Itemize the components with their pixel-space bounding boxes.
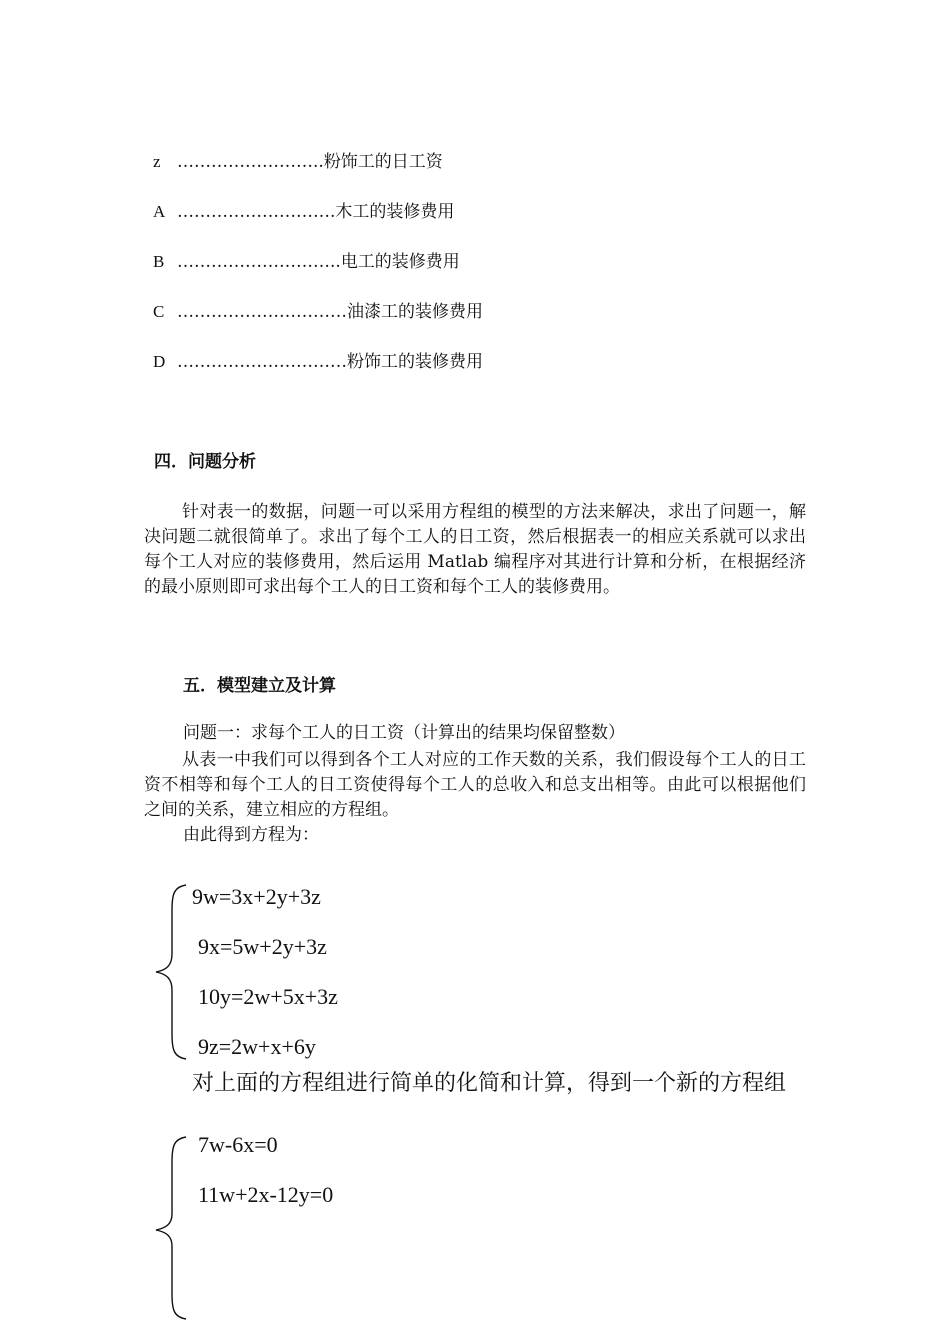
variable-symbol: C [153,302,165,321]
variable-definition-d [153,352,483,372]
dot-leader: ………………………… [177,302,347,322]
dot-leader: ………………………. [177,202,336,222]
left-brace-system-2 [150,1134,190,1324]
simplified-equation-2: 11w+2x-12y=0 [198,1182,334,1207]
equation-2: 9x=5w+2y+3z [198,934,327,959]
variable-definition-b [153,252,460,272]
equation-1: 9w=3x+2y+3z [192,884,321,909]
variable-definition-a [153,202,454,222]
simplified-equation-1: 7w-6x=0 [198,1132,278,1157]
section-4-heading: 四．问题分析 [154,452,256,472]
variable-symbol: B [153,252,165,271]
equation-lead-text: 由此得到方程为： [183,825,319,845]
left-brace-system-1 [150,882,190,1062]
variable-symbol: D [153,352,166,371]
variable-definition-c [153,302,483,322]
equation-3: 10y=2w+5x+3z [198,984,338,1009]
variable-definition-z [153,152,443,172]
variable-description: 油漆工的装修费用 [347,302,483,322]
variable-description: 电工的装修费用 [340,252,460,272]
variable-description: 粉饰工的装修费用 [347,352,483,372]
variable-symbol: z [153,152,161,171]
variable-description: 粉饰工的日工资 [323,152,443,172]
dot-leader: ……………………….. [177,252,341,272]
section-5-paragraph: 从表一中我们可以得到各个工人对应的工作天数的关系，我们假设每个工人的日工资不相等和每个工人的日工资使得每个工人的总收入和总支出相等。由此可以根据他们之间的关系，建立相应的方程组。 [144,750,806,820]
dot-leader: ………………………… [177,352,347,372]
variable-description: 木工的装修费用 [335,202,455,222]
variable-symbol: A [153,202,166,221]
problem-1-title: 问题一：求每个工人的日工资（计算出的结果均保留整数） [183,723,625,743]
section-4-paragraph: 针对表一的数据，问题一可以采用方程组的模型的方法来解决，求出了问题一，解决问题二就很简单了。求出了每个工人的日工资，然后根据表一的相应关系就可以求出每个工人对应的装修费用，然后运用 Matlab 编程序对其进行计算和分析，在根据经济的最小原则即可求出每个工人的日工资和每个工人的装修费用。 [144,502,806,597]
equation-4: 9z=2w+x+6y [198,1034,316,1059]
section-5-heading: 五．模型建立及计算 [183,676,336,696]
simplification-paragraph: 对上面的方程组进行简单的化简和计算，得到一个新的方程组 [192,1071,787,1096]
dot-leader: …………………….. [177,152,324,172]
